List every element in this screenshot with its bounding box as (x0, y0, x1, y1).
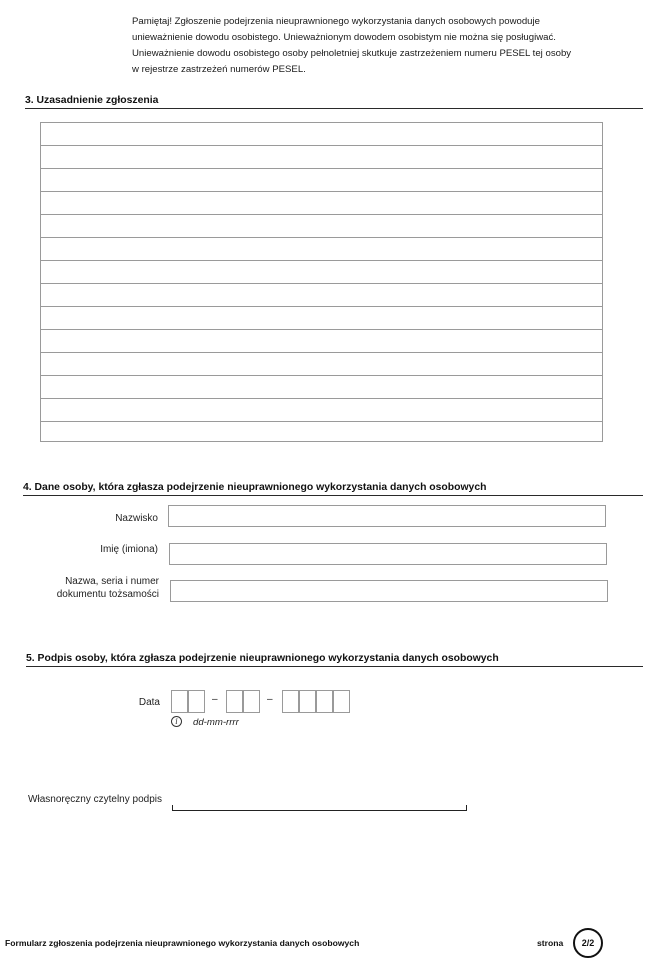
date-day-digit-2[interactable] (188, 690, 205, 713)
footer-form-title: Formularz zgłoszenia podejrzenia nieuprawnionego wykorzystania danych osobowych (5, 938, 360, 948)
justification-line (41, 375, 602, 376)
justification-textarea[interactable] (40, 122, 603, 442)
justification-line (41, 283, 602, 284)
justification-line (41, 421, 602, 422)
signature-field[interactable] (172, 805, 467, 811)
date-year-digit-3[interactable] (316, 690, 333, 713)
section-4-title: 4. Dane osoby, która zgłasza podejrzenie nieuprawnionego wykorzystania danych osobowych (23, 482, 487, 493)
id-document-label-line-2: dokumentu tożsamości (56, 589, 159, 600)
date-day-digit-1[interactable] (171, 690, 188, 713)
id-document-label (40, 575, 159, 601)
justification-line (41, 260, 602, 261)
date-separator: – (267, 694, 273, 705)
section-3-title: 3. Uzasadnienie zgłoszenia (25, 95, 159, 106)
notice-line-1: Pamiętaj! Zgłoszenie podejrzenia nieuprawnionego wykorzystania danych osobowych powoduje (132, 16, 540, 27)
date-month-digit-1[interactable] (226, 690, 243, 713)
section-5-rule (26, 666, 643, 667)
date-year-digit-4[interactable] (333, 690, 350, 713)
notice-line-2: unieważnienie dowodu osobistego. Unieważnionym dowodem osobistym nie można się posługiwać. (132, 32, 556, 43)
date-separator: – (212, 694, 218, 705)
section-3-rule (25, 108, 643, 109)
section-5-title: 5. Podpis osoby, która zgłasza podejrzenie nieuprawnionego wykorzystania danych osobowych (26, 653, 499, 664)
id-document-input[interactable] (170, 580, 608, 602)
first-names-input[interactable] (169, 543, 607, 565)
date-format-hint: dd-mm-rrrr (193, 717, 239, 728)
date-label: Data (138, 697, 160, 708)
date-year-digit-1[interactable] (282, 690, 299, 713)
justification-line (41, 191, 602, 192)
signature-label: Własnoręczny czytelny podpis (28, 794, 162, 805)
notice-text (132, 14, 602, 78)
justification-line (41, 168, 602, 169)
notice-line-4: w rejestrze zastrzeżeń numerów PESEL. (132, 64, 306, 75)
justification-line (41, 214, 602, 215)
section-4-rule (23, 495, 643, 496)
justification-line (41, 237, 602, 238)
surname-input[interactable] (168, 505, 606, 527)
surname-label: Nazwisko (115, 513, 158, 524)
id-document-label-line-1: Nazwa, seria i numer (65, 576, 159, 587)
justification-line (41, 398, 602, 399)
date-month-digit-2[interactable] (243, 690, 260, 713)
justification-line (41, 329, 602, 330)
date-year-digit-2[interactable] (299, 690, 316, 713)
notice-line-3: Unieważnienie dowodu osobistego osoby pełnoletniej skutkuje zastrzeżeniem numeru PESEL tej osoby (132, 48, 572, 59)
justification-line (41, 306, 602, 307)
justification-line (41, 145, 602, 146)
first-names-label: Imię (imiona) (100, 544, 158, 555)
info-icon: i (171, 716, 182, 727)
page-number-badge: 2/2 (573, 928, 603, 958)
justification-line (41, 352, 602, 353)
footer-page-label: strona (537, 938, 564, 948)
